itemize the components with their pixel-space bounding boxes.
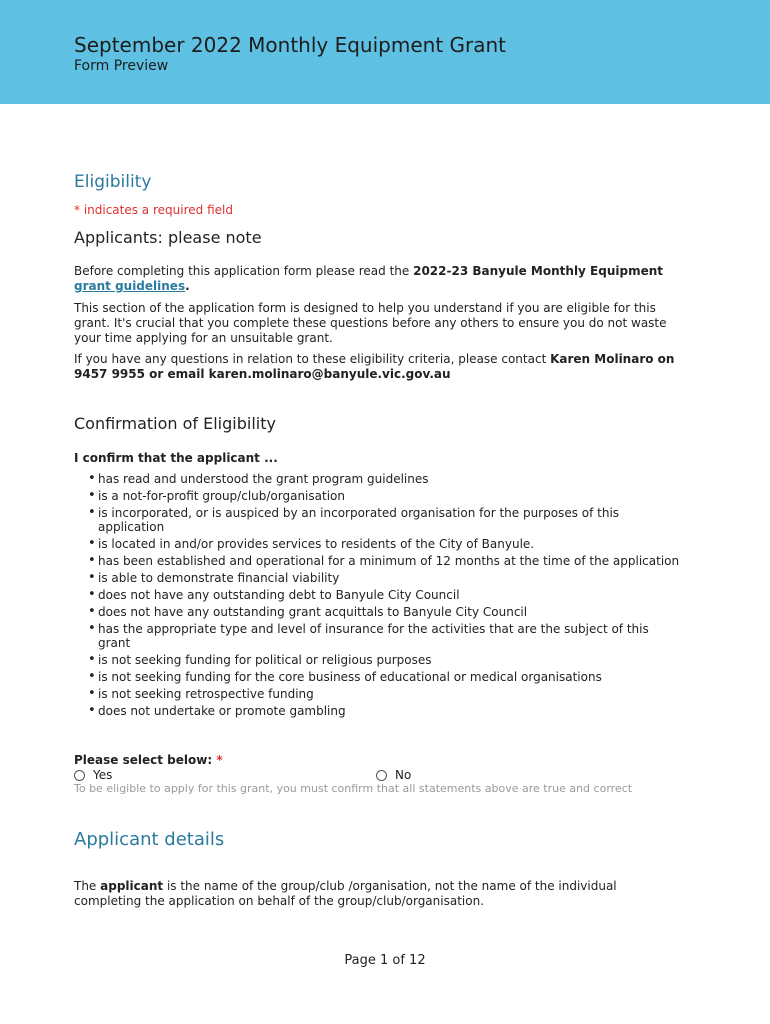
required-note: * indicates a required field [74,203,233,217]
list-item: • is not seeking retrospective funding [74,687,684,701]
list-item: • is not seeking funding for the core business of educational or medical organisations [74,670,684,684]
contact-paragraph: If you have any questions in relation to these eligibility criteria, please contact Karen Molinaro on 9457 9955 or email karen.molinaro@banyule.vic.gov.au [74,352,675,381]
list-item: • has been established and operational for a minimum of 12 months at the time of the application [74,554,684,568]
confirmation-heading: Confirmation of Eligibility [74,414,276,433]
option-no[interactable]: No [376,768,411,782]
form-subtitle: Form Preview [74,58,169,74]
applicant-paragraph: The applicant is the name of the group/club /organisation, not the name of the individual completing the application on behalf of the group/club/organisation. [74,879,617,908]
eligibility-purpose-paragraph: This section of the application form is designed to help you understand if you are eligible for this grant. It's crucial that you complete these questions before any others to ensure you do not waste your time applying for an unsuitable grant. [74,301,667,345]
option-yes[interactable]: Yes [74,768,112,782]
required-asterisk: * [216,753,223,767]
list-item: • is incorporated, or is auspiced by an incorporated organisation for the purposes of this application [74,506,684,534]
radio-no[interactable] [376,770,387,781]
list-item: • does not have any outstanding grant acquittals to Banyule City Council [74,605,684,619]
radio-yes[interactable] [74,770,85,781]
page-number: Page 1 of 12 [344,953,426,968]
applicant-details-heading: Applicant details [74,829,225,850]
list-item: • does not have any outstanding debt to Banyule City Council [74,588,684,602]
list-item: • does not undertake or promote gambling [74,704,684,718]
eligibility-hint: To be eligible to apply for this grant, you must confirm that all statements above are true and correct [74,782,633,795]
list-item: • is able to demonstrate financial viability [74,571,684,585]
list-item: • is a not-for-profit group/club/organisation [74,489,684,503]
list-item: • is located in and/or provides services to residents of the City of Banyule. [74,537,684,551]
eligibility-criteria-list [74,472,684,721]
guidelines-paragraph: Before completing this application form please read the 2022-23 Banyule Monthly Equipment grant guidelines. [74,264,664,293]
eligibility-heading: Eligibility [74,172,152,192]
page-header [0,0,770,104]
select-label: Please select below: * [74,753,223,767]
list-item: • has the appropriate type and level of insurance for the activities that are the subject of this grant [74,622,684,650]
list-item: • is not seeking funding for political or religious purposes [74,653,684,667]
applicants-note-heading: Applicants: please note [74,228,262,247]
confirmation-lead: I confirm that the applicant ... [74,451,278,465]
grant-guidelines-link[interactable]: grant guidelines [74,279,186,293]
form-title: September 2022 Monthly Equipment Grant [74,33,507,57]
list-item: • has read and understood the grant program guidelines [74,472,684,486]
